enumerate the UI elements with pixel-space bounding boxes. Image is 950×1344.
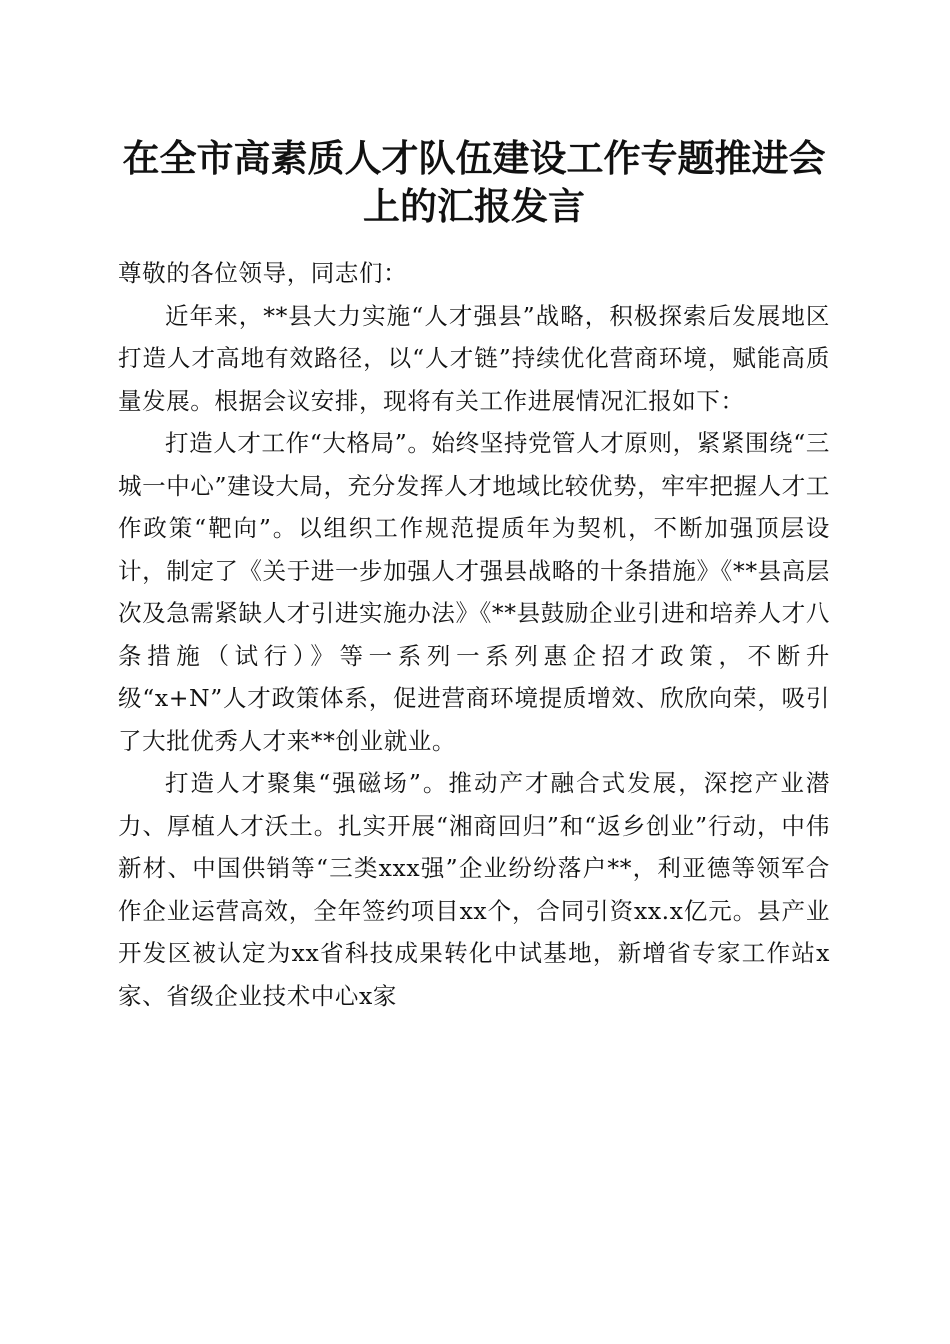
paragraph-intro: 近年来，**县大力实施“人才强县”战略，积极探索后发展地区打造人才高地有效路径，以“人才链”持续优化营商环境，赋能高质量发展。根据会议安排，现将有关工作进展情况汇报如下： <box>118 301 830 415</box>
paragraph-talent-magnet: 打造人才聚集“强磁场”。推动产才融合式发展，深挖产业潜力、厚植人才沃土。扎实开展“湘商回归”和“返乡创业”行动，中伟新材、中国供销等“三类xxx强”企业纷纷落户**，利亚德等领军合作企业运营高效，全年签约项目xx个，合同引资xx.x亿元。县产业开发区被认定为xx省科技成果转化中试基地，新增省专家工作站x家、省级企业技术中心x家 <box>118 769 830 1010</box>
salutation: 尊敬的各位领导，同志们： <box>118 259 408 287</box>
paragraph-talent-framework: 打造人才工作“大格局”。始终坚持党管人才原则，紧紧围绕“三城一中心”建设大局，充分发挥人才地域比较优势，牢牢把握人才工作政策“靶向”。以组织工作规范提质年为契机，不断加强顶层设计，制定了《关于进一步加强人才强县战略的十条措施》《**县高层次及急需紧缺人才引进实施办法》《**县鼓励企业引进和培养人才八条措施（试行）》等一系列一系列惠企招才政策，不断升级“x+N”人才政策体系，促进营商环境提质增效、欣欣向荣，吸引了大批优秀人才来**创业就业。 <box>118 429 830 755</box>
document-body <box>118 252 830 1017</box>
document-title: 在全市高素质人才队伍建设工作专题推进会上的汇报发言 <box>122 136 826 228</box>
